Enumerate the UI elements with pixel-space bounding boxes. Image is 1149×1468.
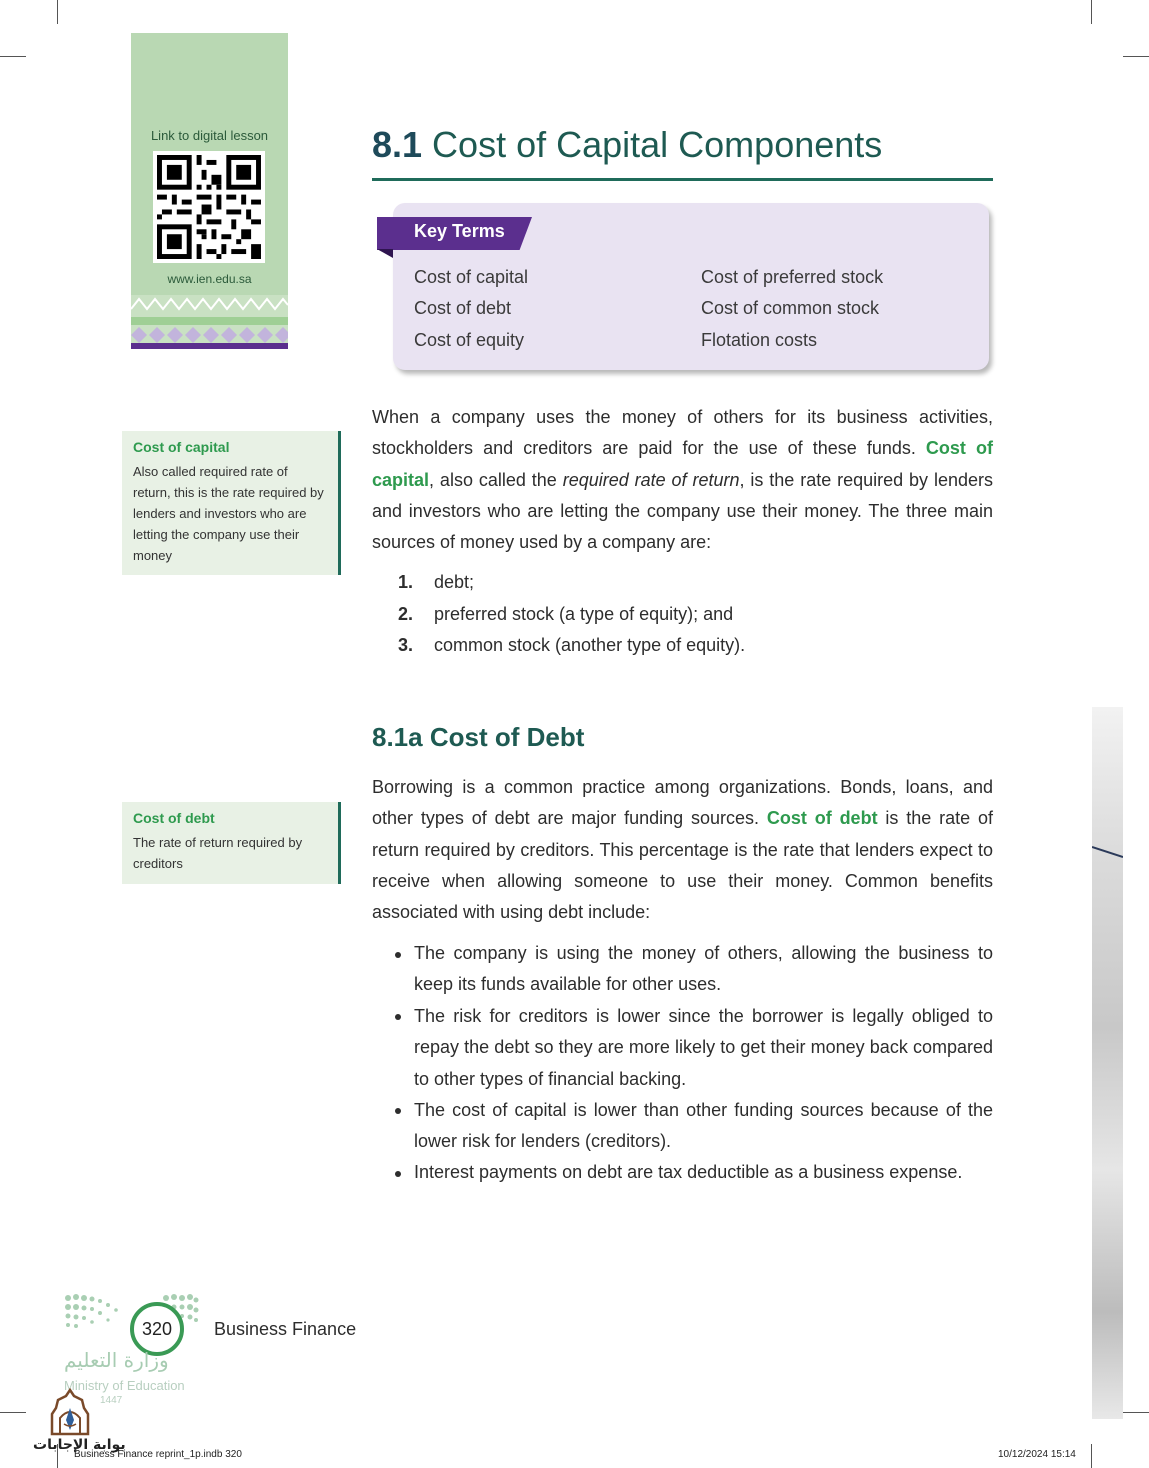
print-slug-file: Business Finance reprint_1p.indb 320 xyxy=(74,1449,242,1460)
subsection-title: 8.1a Cost of Debt xyxy=(372,722,585,752)
book-title: Business Finance xyxy=(214,1319,357,1339)
side-note-title: Cost of debt xyxy=(133,810,215,826)
side-note-cost-of-debt xyxy=(122,802,341,884)
ministry-name-arabic: وزارة التعليم xyxy=(64,1348,169,1372)
debt-text: is the rate of return required by creditors. This percentage is the rate that lenders expect to receive when allowing someone to use their money. Common benefits associated with using debt include: xyxy=(372,808,993,923)
crop-mark xyxy=(1091,0,1092,24)
benefit-item: Interest payments on debt are tax deductible as a business expense. xyxy=(414,1162,963,1182)
side-note-body: Also called required rate of return, this is the rate required by lenders and investors who are letting the company use their money xyxy=(133,464,324,563)
ministry-name-english: Ministry of Education xyxy=(64,1378,185,1393)
intro-text: When a company uses the money of others for its business activities, stockholders and creditors are paid for the use of these funds. xyxy=(372,407,993,459)
list-number: 1. xyxy=(398,572,414,592)
digital-lesson-label: Link to digital lesson xyxy=(150,128,269,143)
digital-lesson-panel xyxy=(131,33,288,349)
list-item xyxy=(398,604,733,625)
side-note-cost-of-capital xyxy=(122,431,341,575)
crop-mark xyxy=(0,1412,26,1413)
list-item xyxy=(398,635,745,656)
bullet-icon xyxy=(395,1014,401,1020)
benefit-item: The risk for creditors is lower since the borrower is legally obliged to repay the debt so they are more likely to get their money back compared to other types of financial backing. xyxy=(414,1006,993,1089)
key-term: Cost of debt xyxy=(414,298,512,318)
print-slug-date: 10/12/2024 15:14 xyxy=(998,1449,1076,1460)
decorative-pattern xyxy=(131,295,288,349)
cost-of-debt-paragraph xyxy=(372,772,993,928)
list-text: preferred stock (a type of equity); and xyxy=(434,604,734,624)
key-term: Cost of preferred stock xyxy=(701,267,884,287)
key-term: Cost of common stock xyxy=(701,298,880,318)
qr-code-icon xyxy=(157,155,261,259)
lesson-url[interactable]: www.ien.edu.sa xyxy=(167,272,252,286)
key-terms-banner-fold xyxy=(377,249,393,258)
bullet-icon xyxy=(395,1108,401,1114)
crop-mark xyxy=(1123,1412,1149,1413)
title-underline xyxy=(372,178,993,181)
list-number: 3. xyxy=(398,635,414,655)
benefit-item: The cost of capital is lower than other funding sources because of the lower risk for lenders (creditors). xyxy=(414,1100,993,1152)
site-logo-icon xyxy=(48,1388,92,1436)
qr-code[interactable] xyxy=(153,151,265,263)
key-terms-label: Key Terms xyxy=(414,221,505,241)
crop-mark xyxy=(1123,56,1149,57)
page-number: 320 xyxy=(130,1302,184,1356)
edge-line-decoration xyxy=(1092,845,1123,859)
debt-text: Borrowing is a common practice among organizations. Bonds, loans, and other types of debt are major funding sources. xyxy=(372,777,993,829)
list-number: 2. xyxy=(398,604,414,624)
list-text: debt; xyxy=(434,572,475,592)
intro-italic: required rate of return xyxy=(562,469,740,490)
intro-text: , also called the xyxy=(429,469,557,490)
site-logo-text: بوابة الإجابات xyxy=(33,1437,126,1453)
side-note-title: Cost of capital xyxy=(133,439,230,455)
key-term: Cost of equity xyxy=(414,330,525,350)
section-title-text: Cost of Capital Components xyxy=(432,124,883,165)
page-edge-decoration xyxy=(1092,707,1123,1419)
section-number: 8.1 xyxy=(372,124,423,165)
benefit-item: The company is using the money of others, allowing the business to keep its funds available for other uses. xyxy=(414,943,993,995)
crop-mark xyxy=(0,56,26,57)
bullet-icon xyxy=(395,952,401,958)
section-title xyxy=(372,124,882,166)
crop-mark xyxy=(1091,1444,1092,1468)
term-cost-of-debt: Cost of debt xyxy=(766,808,878,829)
intro-paragraph xyxy=(372,402,993,558)
ministry-year: 1447 xyxy=(100,1395,123,1406)
bullet-icon xyxy=(395,1171,401,1177)
term-cost-of-capital: Cost of capital xyxy=(372,438,993,490)
list-item xyxy=(398,572,474,593)
crop-mark xyxy=(57,0,58,24)
key-term: Cost of capital xyxy=(414,267,529,287)
list-text: common stock (another type of equity). xyxy=(434,635,746,655)
key-term: Flotation costs xyxy=(701,330,818,350)
intro-text: , is the rate required by lenders and investors who are letting the company use their money. The three main sources of money used by a company are: xyxy=(372,469,993,553)
side-note-body: The rate of return required by creditors xyxy=(133,835,303,871)
